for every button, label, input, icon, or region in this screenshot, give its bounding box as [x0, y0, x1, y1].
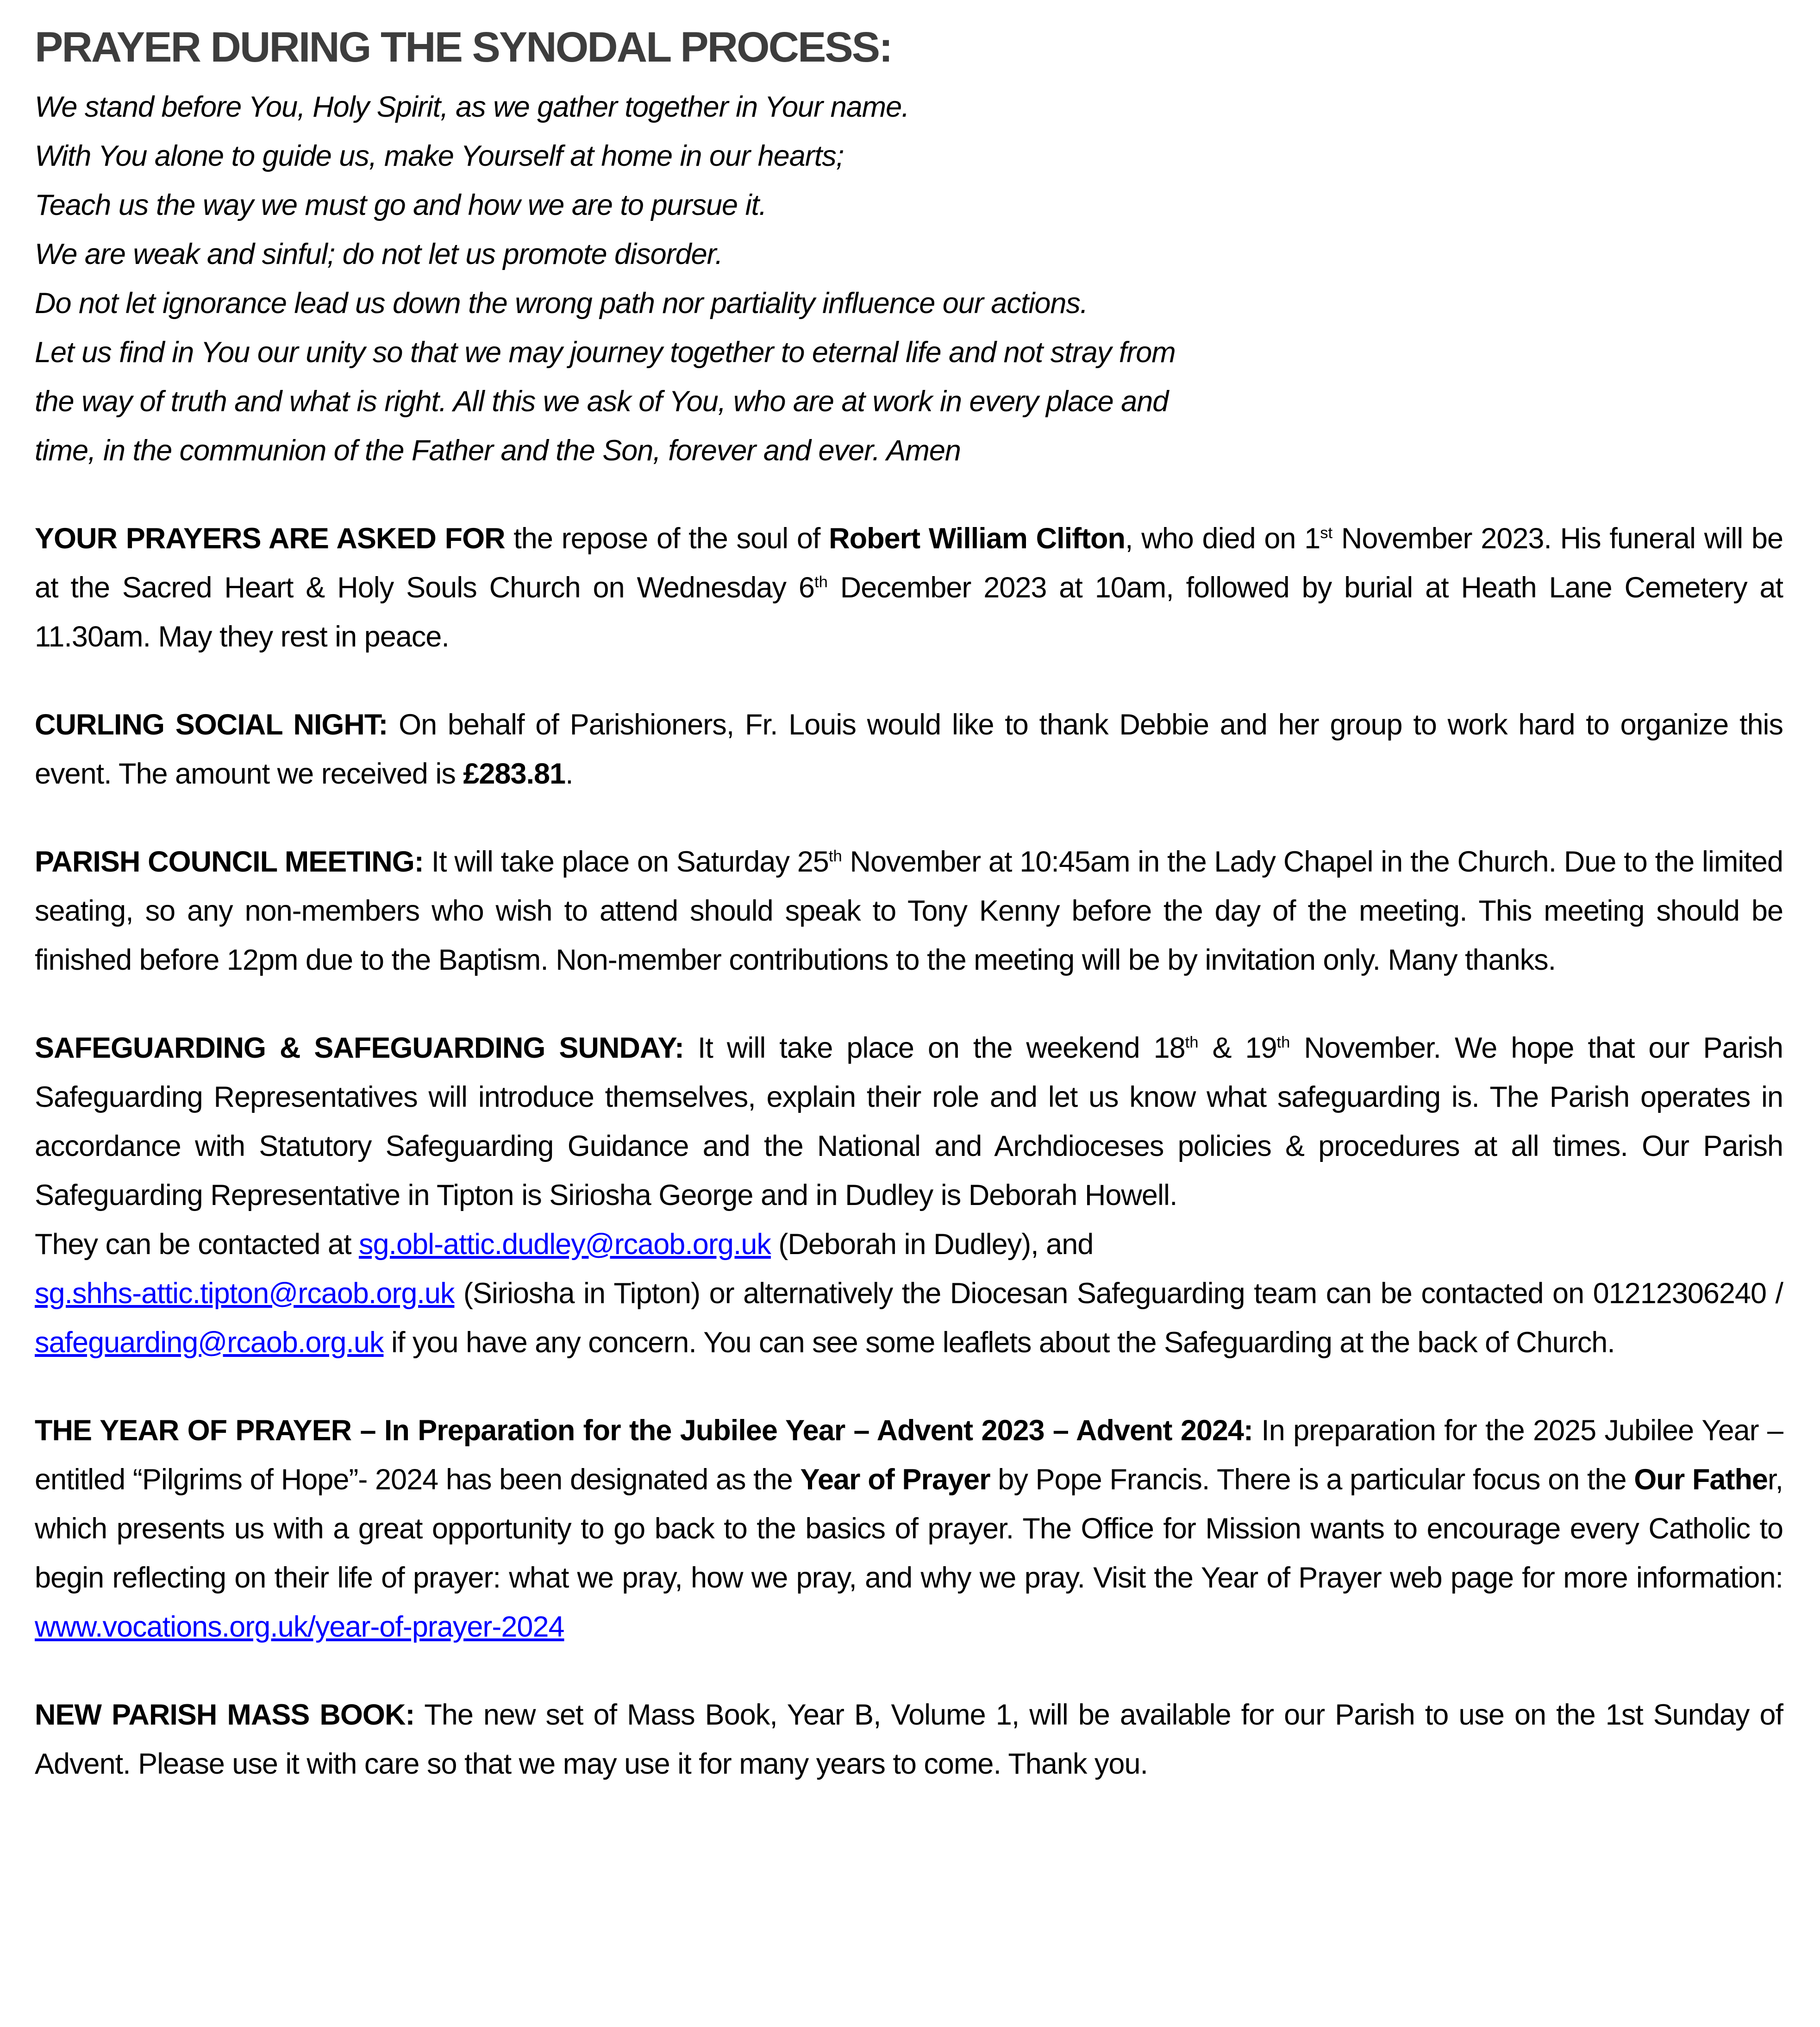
- email-link-dudley[interactable]: sg.obl-attic.dudley@rcaob.org.uk: [358, 1228, 771, 1261]
- email-link-safeguarding-team[interactable]: safeguarding@rcaob.org.uk: [35, 1326, 384, 1359]
- ordinal-superscript: th: [828, 847, 842, 865]
- text-run: November 2023. His funeral will be at the Sacred Heart & Holy Souls Church on Wednesday 6: [35, 522, 1783, 604]
- text-run: £283.81: [463, 757, 566, 790]
- text-run: SAFEGUARDING & SAFEGUARDING SUNDAY:: [35, 1031, 684, 1064]
- text-run: , who died on 1: [1125, 522, 1320, 555]
- paragraph-year-of-prayer: [35, 1406, 1783, 1651]
- text-run: & 19: [1198, 1031, 1277, 1064]
- text-run: November at 10:45am in the Lady Chapel in the Church. Due to the limited seating, so any non-members who wish to attend should speak to Tony Kenny before the day of the meeting. This meeting should be finished before 12pm due to the Baptism. Non-member contributions to the meeting will be by invitation only. Many thanks.: [35, 845, 1783, 976]
- prayer-line: Do not let ignorance lead us down the wrong path nor partiality influence our actions.: [35, 287, 1088, 320]
- text-run: (Deborah in Dudley), and: [770, 1228, 1094, 1261]
- text-run: YOUR PRAYERS ARE ASKED FOR: [35, 522, 505, 555]
- prayer-line: Let us find in You our unity so that we may journey together to eternal life and not stray from: [35, 336, 1176, 369]
- prayer-line: We stand before You, Holy Spirit, as we gather together in Your name.: [35, 90, 909, 123]
- text-run: Our Fathe: [1634, 1463, 1768, 1496]
- text-run: Robert William Clifton: [829, 522, 1126, 555]
- text-run: THE YEAR OF PRAYER – In Preparation for the Jubilee Year – Advent 2023 – Advent 2024:: [35, 1414, 1253, 1447]
- prayer-line: the way of truth and what is right. All this we ask of You, who are at work in every place and: [35, 385, 1169, 418]
- paragraph-safeguarding: [35, 1023, 1783, 1367]
- page-title: PRAYER DURING THE SYNODAL PROCESS:: [35, 24, 892, 71]
- text-run: r, which presents us with a great opportunity to go back to the basics of prayer. The Office for Mission wants to encourage every Catholic to begin reflecting on their life of prayer: what we pray, how we pray, and why we pray. Visit the Year of Prayer web page for more information:: [35, 1463, 1783, 1594]
- paragraph-parish-council-meeting: [35, 837, 1783, 985]
- text-run: if you have any concern. You can see some leaflets about the Safeguarding at the back of Church.: [383, 1326, 1615, 1359]
- prayer-line: We are weak and sinful; do not let us promote disorder.: [35, 238, 723, 270]
- text-run: It will take place on the weekend 18: [683, 1031, 1185, 1064]
- text-run: November. We hope that our Parish Safeguarding Representatives will introduce themselves, explain their role and let us know what safeguarding is. The Parish operates in accordance with Statutory Safeguarding Guidance and the National and Archdioceses policies & procedures at all times. Our Parish Safeguarding Representative in Tipton is Siriosha George and in Dudley is Deborah Howell.: [35, 1031, 1783, 1211]
- prayer-text: [35, 82, 1783, 475]
- text-run: The new set of Mass Book, Year B, Volume 1, will be available for our Parish to use on the 1st Sunday of Advent. Please use it with care so that we may use it for many years to come. Thank you.: [35, 1698, 1783, 1780]
- ordinal-superscript: th: [814, 573, 828, 591]
- year-of-prayer-link[interactable]: www.vocations.org.uk/year-of-prayer-2024: [35, 1610, 564, 1643]
- text-run: CURLING SOCIAL NIGHT:: [35, 708, 388, 741]
- paragraph-prayers-asked: [35, 514, 1783, 661]
- text-run: Year of Prayer: [800, 1463, 990, 1496]
- prayer-line: With You alone to guide us, make Yourself at home in our hearts;: [35, 139, 844, 172]
- paragraph-new-parish-mass-book: [35, 1690, 1783, 1789]
- text-run: the repose of the soul of: [505, 522, 829, 555]
- text-run: PARISH COUNCIL MEETING:: [35, 845, 424, 878]
- prayer-line: time, in the communion of the Father and the Son, forever and ever. Amen: [35, 434, 961, 467]
- text-run: NEW PARISH MASS BOOK:: [35, 1698, 415, 1731]
- ordinal-superscript: th: [1276, 1033, 1290, 1051]
- ordinal-superscript: th: [1185, 1033, 1199, 1051]
- ordinal-superscript: st: [1320, 524, 1333, 542]
- text-run: by Pope Francis. There is a particular focus on the: [990, 1463, 1634, 1496]
- paragraph-curling-social-night: [35, 700, 1783, 798]
- text-run: In preparation for the 2025 Jubilee Year – entitled “Pilgrims of Hope”- 2024 has been designated as the: [35, 1414, 1783, 1496]
- text-run: (Siriosha in Tipton) or alternatively the Diocesan Safeguarding team can be contacted on 01212306240 /: [454, 1277, 1783, 1310]
- text-run: It will take place on Saturday 25: [423, 845, 829, 878]
- text-run: December 2023 at 10am, followed by burial at Heath Lane Cemetery at 11.30am. May they rest in peace.: [35, 571, 1783, 653]
- text-run: They can be contacted at: [35, 1228, 359, 1261]
- paragraphs: [35, 514, 1783, 1789]
- text-run: .: [565, 757, 573, 790]
- text-run: On behalf of Parishioners, Fr. Louis would like to thank Debbie and her group to work hard to organize this event. The amount we received is: [35, 708, 1783, 790]
- prayer-line: Teach us the way we must go and how we are to pursue it.: [35, 188, 767, 221]
- email-link-tipton[interactable]: sg.shhs-attic.tipton@rcaob.org.uk: [35, 1277, 455, 1310]
